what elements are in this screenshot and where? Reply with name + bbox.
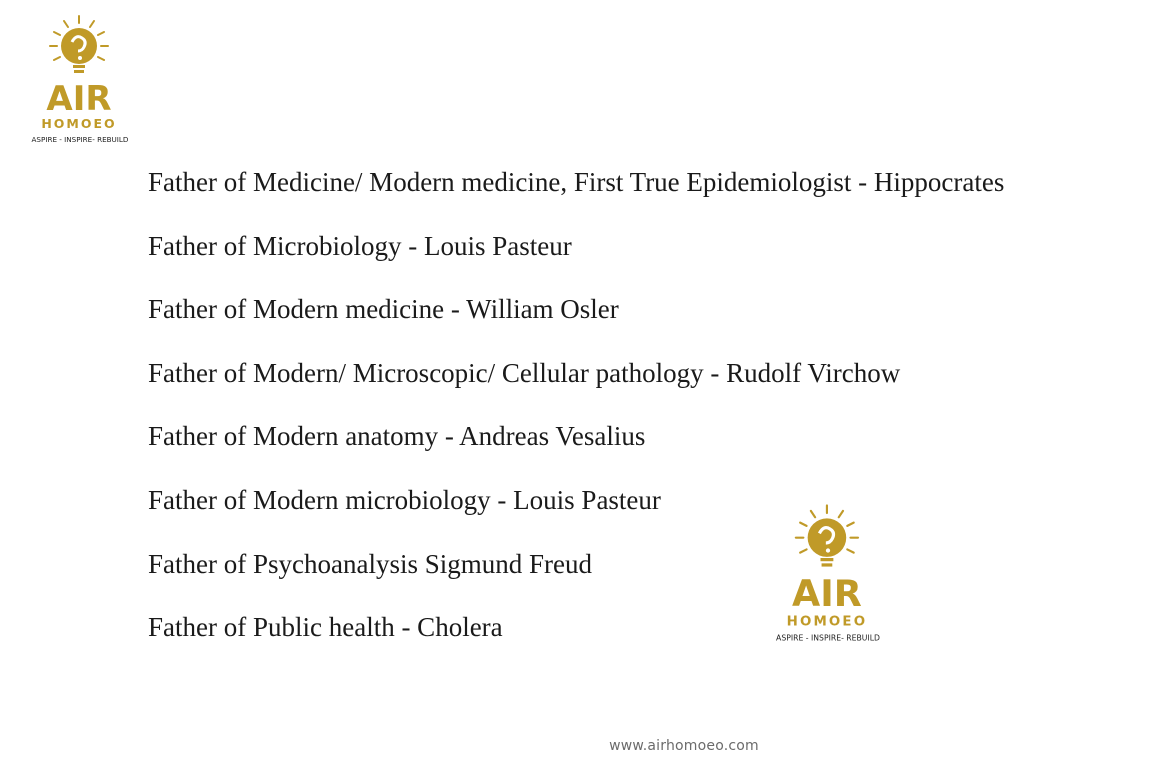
fact-item: Father of Modern microbiology - Louis Pasteur	[148, 484, 661, 515]
svg-text:HOMOEO: HOMOEO	[41, 116, 117, 131]
svg-text:ASPIRE - INSPIRE- REBUILD: ASPIRE - INSPIRE- REBUILD	[31, 135, 129, 144]
fact-item: Father of Modern/ Microscopic/ Cellular pathology - Rudolf Virchow	[148, 357, 901, 388]
air-homoeo-logo	[24, 12, 136, 146]
svg-text:AIR: AIR	[792, 572, 862, 616]
logo-brand-text: AIR	[46, 79, 112, 119]
footer-website-url: www.airhomoeo.com	[609, 738, 759, 754]
fact-item: Father of Psychoanalysis Sigmund Freud	[148, 548, 592, 579]
svg-text:HOMOEO: HOMOEO	[786, 614, 868, 630]
fact-item: Father of Microbiology - Louis Pasteur	[148, 230, 572, 261]
fact-item: Father of Medicine/ Modern medicine, First True Epidemiologist - Hippocrates	[148, 167, 1005, 197]
air-homoeo-watermark-logo	[768, 498, 888, 648]
fact-item: Father of Modern anatomy - Andreas Vesalius	[148, 421, 646, 452]
svg-text:ASPIRE - INSPIRE- REBUILD: ASPIRE - INSPIRE- REBUILD	[776, 633, 880, 643]
fact-item: Father of Public health - Cholera	[148, 612, 503, 643]
fact-item: Father of Modern medicine - William Osler	[148, 294, 619, 325]
